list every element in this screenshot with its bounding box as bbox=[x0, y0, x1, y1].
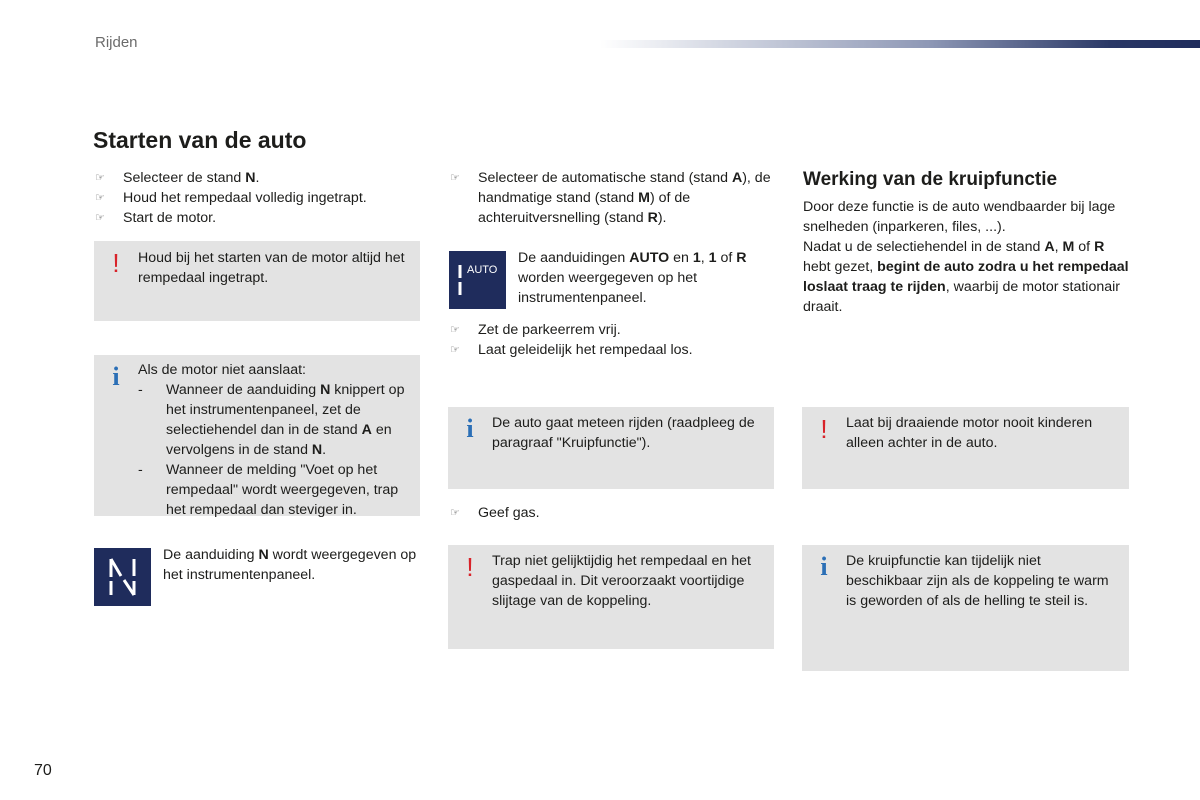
warning-note bbox=[94, 241, 420, 321]
auto-label: AUTO bbox=[467, 264, 498, 276]
start-steps-list bbox=[95, 168, 425, 228]
warning-text: Laat bij draaiende motor nooit kinderen alleen achter in de auto. bbox=[846, 415, 1093, 451]
pointing-hand-icon: ☞ bbox=[95, 212, 105, 224]
warning-icon: ! bbox=[466, 552, 474, 582]
info-icon: i bbox=[466, 414, 474, 443]
info-note bbox=[802, 545, 1129, 671]
pointing-hand-icon: ☞ bbox=[450, 324, 460, 336]
info-text: Als de motor niet aanslaat: - Wanneer de aanduiding N knippert op het instrumentenpaneel, zet de selectiehendel dan in de stand A en vervolgens in de stand N. - Wanneer de melding "Voet op het rempedaal" wordt weergegeven, trap het rempedaal dan steviger in. bbox=[138, 360, 412, 520]
section-label: Rijden bbox=[95, 34, 138, 51]
pointing-hand-icon: ☞ bbox=[450, 344, 460, 356]
n-indicator-text: De aanduiding N wordt weergegeven op het instrumentenpaneel. bbox=[163, 547, 417, 583]
n-glyph-icon bbox=[94, 548, 151, 606]
header-gradient-bar bbox=[600, 40, 1200, 48]
pointing-hand-icon: ☞ bbox=[450, 172, 460, 184]
section-subtitle: Werking van de kruipfunctie bbox=[803, 169, 1058, 190]
list-item: ☞ Houd het rempedaal volledig ingetrapt. bbox=[95, 190, 367, 206]
list-item: ☞ Selecteer de stand N. bbox=[95, 170, 260, 186]
warning-text: Houd bij het starten van de motor altijd het rempedaal ingetrapt. bbox=[138, 250, 405, 286]
list-item: ☞ Selecteer de automatische stand (stand A), de handmatige stand (stand M) of de achteruitversnelling (stand R). bbox=[450, 170, 771, 226]
list-item: - Wanneer de melding "Voet op het rempedaal" wordt weergegeven, trap het rempedaal dan steviger in. bbox=[138, 462, 399, 518]
warning-icon: ! bbox=[820, 414, 828, 444]
warning-note bbox=[448, 545, 774, 649]
info-text: De kruipfunctie kan tijdelijk niet beschikbaar zijn als de koppeling te warm is geworden of als de helling te steil is. bbox=[846, 553, 1109, 609]
pointing-hand-icon: ☞ bbox=[95, 192, 105, 204]
n-gear-indicator-icon bbox=[94, 548, 151, 606]
auto-glyph-icon bbox=[449, 251, 506, 309]
list-item: ☞ Zet de parkeerrem vrij. bbox=[450, 322, 621, 338]
warning-text: Trap niet gelijktijdig het rempedaal en het gaspedaal in. Dit veroorzaakt voortijdige slijtage van de koppeling. bbox=[492, 553, 751, 609]
list-item: - Wanneer de aanduiding N knippert op het instrumentenpaneel, zet de selectiehendel dan in de stand A en vervolgens in de stand N. bbox=[138, 382, 405, 458]
creep-description: Door deze functie is de auto wendbaarder bij lage snelheden (inparkeren, files, ...). Nadat u de selectiehendel in de stand A, M of R hebt gezet, begint de auto zodra u het rempedaal loslaat traag te rijden, waarbij de motor stationair draait. bbox=[803, 199, 1129, 315]
info-sublist bbox=[138, 380, 412, 520]
info-icon: i bbox=[820, 552, 828, 581]
warning-note bbox=[802, 407, 1129, 489]
list-item: ☞ Start de motor. bbox=[95, 210, 217, 226]
info-text: De auto gaat meteen rijden (raadpleeg de paragraaf "Kruipfunctie"). bbox=[492, 415, 755, 451]
gear-select-list bbox=[450, 168, 780, 228]
list-item: ☞ Laat geleidelijk het rempedaal los. bbox=[450, 342, 693, 358]
page-number: 70 bbox=[34, 762, 52, 779]
pointing-hand-icon: ☞ bbox=[450, 507, 460, 519]
info-note bbox=[448, 407, 774, 489]
release-steps-list bbox=[450, 320, 780, 360]
info-note bbox=[94, 355, 420, 516]
throttle-step-list bbox=[450, 503, 780, 523]
list-item: ☞ Geef gas. bbox=[450, 505, 540, 521]
auto-indicator-text: De aanduidingen AUTO en 1, 1 of R worden weergegeven op het instrumentenpaneel. bbox=[518, 250, 747, 306]
page-title: Starten van de auto bbox=[93, 127, 307, 153]
auto-gear-indicator-icon bbox=[449, 251, 506, 309]
pointing-hand-icon: ☞ bbox=[95, 172, 105, 184]
info-icon: i bbox=[112, 362, 120, 391]
warning-icon: ! bbox=[112, 248, 120, 278]
